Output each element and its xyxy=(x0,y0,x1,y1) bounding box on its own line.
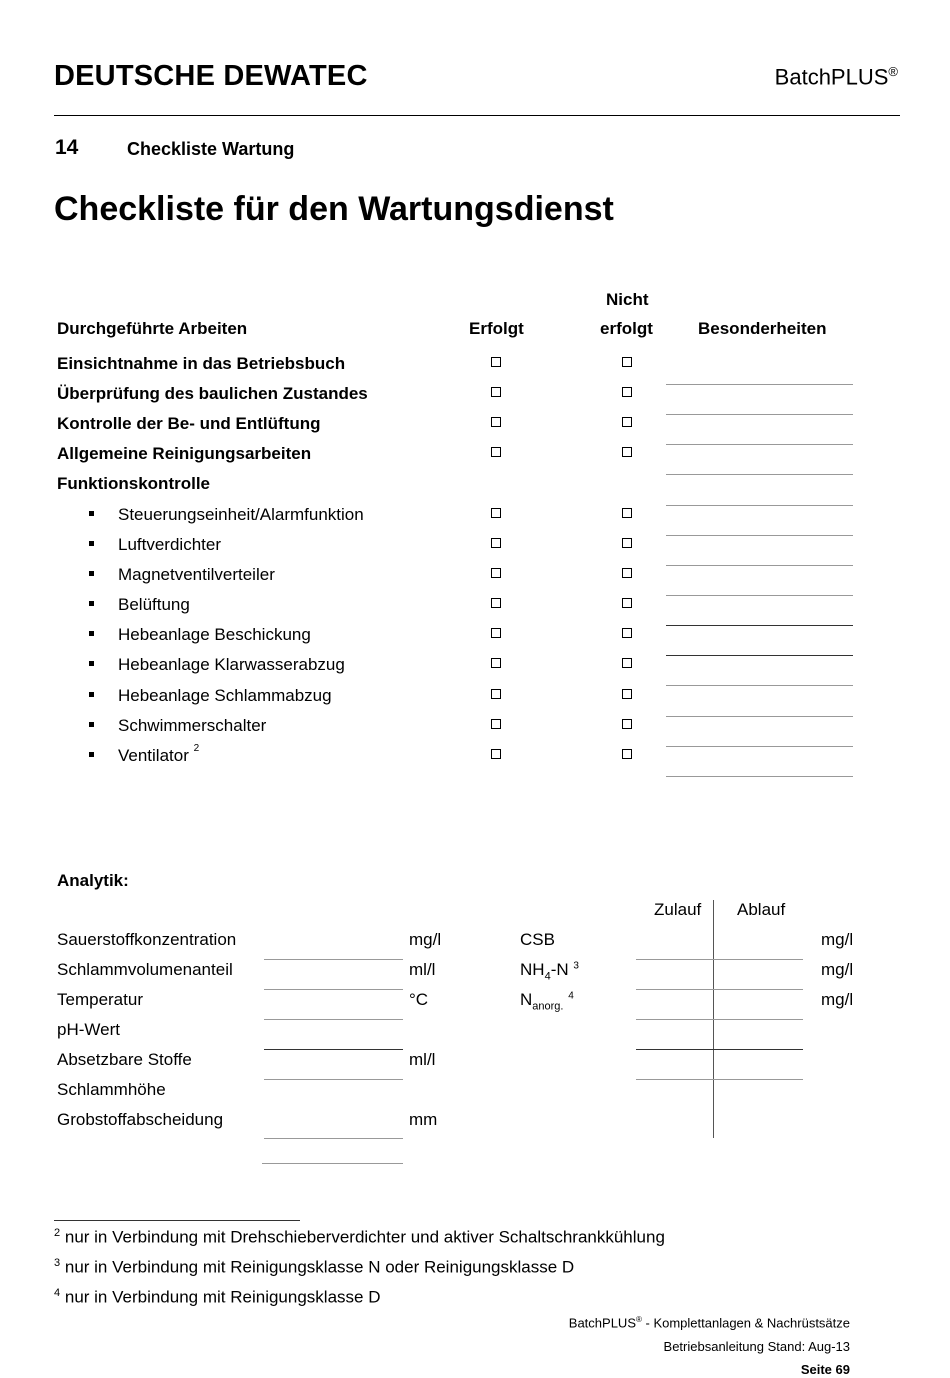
notes-line[interactable] xyxy=(666,625,853,626)
checklist-row-label: Allgemeine Reinigungsarbeiten xyxy=(57,444,312,463)
checkbox-done[interactable] xyxy=(491,538,501,548)
checklist-row-label: Steuerungseinheit/Alarmfunktion xyxy=(118,505,364,524)
bullet-icon xyxy=(89,722,94,727)
analytics-param-text: NH xyxy=(520,960,545,979)
analytics-label: pH-Wert xyxy=(57,1020,120,1039)
chapter-title: Checkliste Wartung xyxy=(127,139,295,159)
analytics-label: Grobstoffabscheidung xyxy=(57,1110,224,1129)
footer-product xyxy=(569,1315,850,1330)
bullet-icon xyxy=(89,661,94,666)
footnote-number: 4 xyxy=(54,1287,61,1299)
analytics-unit: °C xyxy=(409,990,429,1009)
bullet-icon xyxy=(89,752,94,757)
checklist-row-label: Einsichtnahme in das Betriebsbuch xyxy=(57,354,346,373)
bullet-icon xyxy=(89,601,94,606)
checklist-row xyxy=(0,625,950,655)
footnote-ref: 2 xyxy=(193,743,200,755)
checklist-row-label: Magnetventilverteiler xyxy=(118,565,275,584)
checklist-row xyxy=(0,565,950,595)
analytics-label: Sauerstoffkonzentration xyxy=(57,930,237,949)
checklist-row-label: Luftverdichter xyxy=(118,535,221,554)
analytics-param-sub: 4 xyxy=(544,970,551,983)
checklist-row xyxy=(0,743,950,776)
footnote-ref: 4 xyxy=(568,990,574,1002)
footnote-text: nur in Verbindung mit Reinigungsklasse D xyxy=(64,1287,381,1307)
checkbox-not-done[interactable] xyxy=(622,447,632,457)
analytics-unit: ml/l xyxy=(409,960,436,979)
checkbox-not-done[interactable] xyxy=(622,658,632,668)
checkbox-done[interactable] xyxy=(491,447,501,457)
checklist-row xyxy=(0,686,950,716)
registered-mark: ® xyxy=(888,64,898,79)
column-header-not-done-line1: Nicht xyxy=(606,290,649,309)
checklist-row-label: Kontrolle der Be- und Entlüftung xyxy=(57,414,321,433)
analytics-input-line[interactable] xyxy=(262,1163,403,1164)
checkbox-done[interactable] xyxy=(491,658,501,668)
bullet-icon xyxy=(89,692,94,697)
bullet-icon xyxy=(89,571,94,576)
checkbox-not-done[interactable] xyxy=(622,538,632,548)
notes-line[interactable] xyxy=(666,655,853,656)
checklist-row xyxy=(0,595,950,625)
page-number: Seite 69 xyxy=(800,1362,850,1377)
checkbox-not-done[interactable] xyxy=(622,387,632,397)
footnote xyxy=(54,1227,665,1248)
analytics-input-line[interactable] xyxy=(264,959,403,960)
column-header-work: Durchgeführte Arbeiten xyxy=(57,319,248,338)
checkbox-not-done[interactable] xyxy=(622,568,632,578)
footer-manual: Betriebsanleitung Stand: Aug-13 xyxy=(663,1339,850,1354)
checkbox-done[interactable] xyxy=(491,749,501,759)
analytics-unit: mg/l xyxy=(821,960,854,979)
notes-line[interactable] xyxy=(666,685,853,686)
footer-product-name: BatchPLUS xyxy=(568,1315,636,1331)
checkbox-done[interactable] xyxy=(491,689,501,699)
analytics-param xyxy=(520,990,574,1012)
footnote-ref: 3 xyxy=(573,960,579,972)
checklist-row xyxy=(0,535,950,565)
checkbox-done[interactable] xyxy=(491,719,501,729)
notes-line[interactable] xyxy=(666,595,853,596)
company-name: DEUTSCHE DEWATEC xyxy=(54,60,368,92)
page-title: Checkliste für den Wartungsdienst xyxy=(54,190,614,228)
checklist-row xyxy=(0,354,950,384)
column-header-notes: Besonderheiten xyxy=(698,319,827,338)
analytics-input-line[interactable] xyxy=(636,1019,803,1020)
checkbox-done[interactable] xyxy=(491,598,501,608)
checkbox-not-done[interactable] xyxy=(622,749,632,759)
analytics-heading: Analytik: xyxy=(57,871,129,890)
analytics-input-line[interactable] xyxy=(264,1079,403,1080)
footnote-number: 3 xyxy=(54,1257,61,1269)
checkbox-not-done[interactable] xyxy=(622,508,632,518)
analytics-param-text: N xyxy=(520,990,533,1009)
checklist-row xyxy=(0,655,950,685)
chapter-number: 14 xyxy=(55,136,79,159)
analytics-input-line[interactable] xyxy=(264,989,403,990)
analytics-unit: mg/l xyxy=(821,990,854,1009)
notes-line[interactable] xyxy=(666,414,853,415)
product-name-text: BatchPLUS xyxy=(774,64,889,90)
analytics-unit: ml/l xyxy=(409,1050,436,1069)
notes-line[interactable] xyxy=(666,565,853,566)
analytics-unit: mg/l xyxy=(821,930,854,949)
column-header-done: Erfolgt xyxy=(469,319,524,338)
checkbox-not-done[interactable] xyxy=(622,598,632,608)
footnote-divider xyxy=(54,1220,300,1221)
checklist-row-label xyxy=(118,743,200,766)
checklist-row-label: Belüftung xyxy=(118,595,190,614)
product-name xyxy=(775,64,898,90)
checkbox-not-done[interactable] xyxy=(622,417,632,427)
analytics-label: Schlammhöhe xyxy=(57,1080,166,1099)
analytics-param: CSB xyxy=(520,930,555,949)
checklist-row xyxy=(0,414,950,444)
checklist-row xyxy=(0,384,950,414)
checklist-row-label: Hebeanlage Beschickung xyxy=(118,625,311,644)
analytics-input-line[interactable] xyxy=(636,959,803,960)
analytics-input-line[interactable] xyxy=(264,1019,403,1020)
footnote-text: nur in Verbindung mit Drehschieberverdichter und aktiver Schaltschrankkühlung xyxy=(64,1227,665,1247)
column-header-not-done-line2: erfolgt xyxy=(600,319,653,338)
checkbox-done[interactable] xyxy=(491,568,501,578)
analytics-label: Schlammvolumenanteil xyxy=(57,960,233,979)
notes-line[interactable] xyxy=(666,746,853,747)
analytics-unit: mm xyxy=(409,1110,438,1129)
checklist-row-label: Funktionskontrolle xyxy=(57,474,210,493)
checkbox-done[interactable] xyxy=(491,387,501,397)
footnote-number: 2 xyxy=(54,1227,61,1239)
notes-line[interactable] xyxy=(666,384,853,385)
column-header-inflow: Zulauf xyxy=(654,900,702,919)
notes-line[interactable] xyxy=(666,474,853,475)
checkbox-done[interactable] xyxy=(491,628,501,638)
analytics-input-line[interactable] xyxy=(264,1138,403,1139)
footnote xyxy=(54,1287,380,1308)
analytics-input-line[interactable] xyxy=(264,1049,403,1050)
analytics-unit: mg/l xyxy=(409,930,442,949)
notes-line[interactable] xyxy=(666,505,853,506)
footnote-text: nur in Verbindung mit Reinigungsklasse N oder Reinigungsklasse D xyxy=(64,1257,575,1277)
checkbox-not-done[interactable] xyxy=(622,689,632,699)
footnote xyxy=(54,1257,574,1278)
bullet-icon xyxy=(89,541,94,546)
checklist-row-label: Schwimmerschalter xyxy=(118,716,267,735)
column-header-outflow: Ablauf xyxy=(737,900,786,919)
checkbox-not-done[interactable] xyxy=(622,719,632,729)
checklist-row-label: Hebeanlage Klarwasserabzug xyxy=(118,655,345,674)
checklist-row xyxy=(0,716,950,746)
analytics-input-line[interactable] xyxy=(636,989,803,990)
checklist-row xyxy=(0,474,950,504)
analytics-param-suffix: -N xyxy=(550,960,569,979)
analytics-input-line[interactable] xyxy=(636,1049,803,1050)
checklist-row-label: Überprüfung des baulichen Zustandes xyxy=(57,384,368,403)
checklist-row-label-text: Ventilator xyxy=(118,746,189,765)
checkbox-not-done[interactable] xyxy=(622,357,632,367)
analytics-label: Temperatur xyxy=(57,990,143,1009)
bullet-icon xyxy=(89,511,94,516)
analytics-param-sub: anorg. xyxy=(532,1000,564,1013)
checklist-row xyxy=(0,505,950,535)
header-divider xyxy=(54,115,900,116)
checkbox-done[interactable] xyxy=(491,357,501,367)
analytics-param xyxy=(520,960,579,982)
checklist-row-label: Hebeanlage Schlammabzug xyxy=(118,686,332,705)
checkbox-not-done[interactable] xyxy=(622,628,632,638)
footer-product-suffix: - Komplettanlagen & Nachrüstsätze xyxy=(641,1315,850,1331)
analytics-input-line[interactable] xyxy=(636,1079,803,1080)
notes-line[interactable] xyxy=(666,444,853,445)
notes-line[interactable] xyxy=(666,776,853,777)
analytics-label: Absetzbare Stoffe xyxy=(57,1050,192,1069)
checklist-row xyxy=(0,444,950,474)
checkbox-done[interactable] xyxy=(491,417,501,427)
notes-line[interactable] xyxy=(666,535,853,536)
registered-mark: ® xyxy=(635,1315,642,1324)
checkbox-done[interactable] xyxy=(491,508,501,518)
notes-line[interactable] xyxy=(666,716,853,717)
bullet-icon xyxy=(89,631,94,636)
